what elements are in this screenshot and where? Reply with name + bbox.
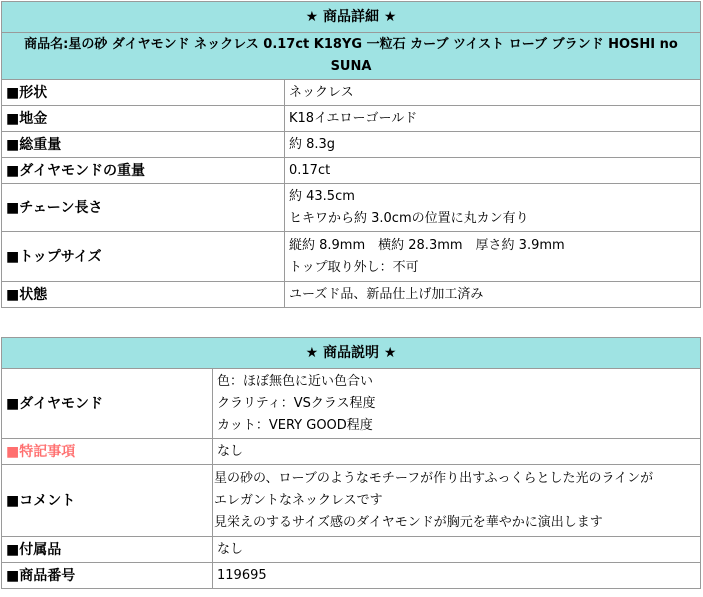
row-value-diamond xyxy=(213,369,701,439)
row-value-accessories: なし xyxy=(213,537,701,563)
row-value-condition: ユーズド品、新品仕上げ加工済み xyxy=(285,282,701,308)
diamond-clarity-line: クラリティ：VSクラス程度 xyxy=(217,395,376,411)
comment-line-3: 見栄えのするサイズ感のダイヤモンドが胸元を華やかに演出します xyxy=(214,514,603,530)
row-value-shape: ネックレス xyxy=(285,80,701,106)
row-label-chain-length: ■チェーン長さ xyxy=(2,184,285,232)
top-detach-line: トップ取り外し：不可 xyxy=(289,259,419,275)
row-label-special-notes: ■特記事項 xyxy=(2,439,213,465)
row-label-product-number: ■商品番号 xyxy=(2,563,213,589)
top-size-line: 縦約 8.9mm 横約 28.3mm 厚さ約 3.9mm xyxy=(289,237,565,253)
row-label-comment: ■コメント xyxy=(2,465,213,537)
row-label-diamond: ■ダイヤモンド xyxy=(2,369,213,439)
product-name: 商品名:星の砂 ダイヤモンド ネックレス 0.17ct K18YG 一粒石 カーブ ツイスト ローブ ブランド HOSHI no SUNA xyxy=(2,33,701,80)
row-value-total-weight: 約 8.3g xyxy=(285,132,701,158)
chain-length-line: 約 43.5cm xyxy=(289,188,355,204)
row-label-metal: ■地金 xyxy=(2,106,285,132)
diamond-cut-line: カット：VERY GOOD程度 xyxy=(217,417,373,433)
row-label-shape: ■形状 xyxy=(2,80,285,106)
row-label-top-size: ■トップサイズ xyxy=(2,232,285,282)
row-label-accessories: ■付属品 xyxy=(2,537,213,563)
description-header: ★ 商品説明 ★ xyxy=(2,338,701,369)
diamond-color-line: 色：ほぼ無色に近い色合い xyxy=(217,373,374,389)
product-description-table xyxy=(1,337,701,589)
row-value-special-notes: なし xyxy=(213,439,701,465)
row-label-total-weight: ■総重量 xyxy=(2,132,285,158)
row-value-metal: K18イエローゴールド xyxy=(285,106,701,132)
comment-line-1: 星の砂の、ローブのようなモチーフが作り出すふっくらとした光のラインが xyxy=(214,470,654,486)
details-header: ★ 商品詳細 ★ xyxy=(2,2,701,33)
product-details-table xyxy=(1,1,701,308)
row-value-comment xyxy=(213,465,701,537)
row-label-diamond-weight: ■ダイヤモンドの重量 xyxy=(2,158,285,184)
row-value-chain-length xyxy=(285,184,701,232)
comment-line-2: エレガントなネックレスです xyxy=(214,492,383,508)
row-value-diamond-weight: 0.17ct xyxy=(285,158,701,184)
chain-ring-line: ヒキワから約 3.0cmの位置に丸カン有り xyxy=(289,210,529,226)
row-label-condition: ■状態 xyxy=(2,282,285,308)
row-value-product-number: 119695 xyxy=(213,563,701,589)
row-value-top-size xyxy=(285,232,701,282)
